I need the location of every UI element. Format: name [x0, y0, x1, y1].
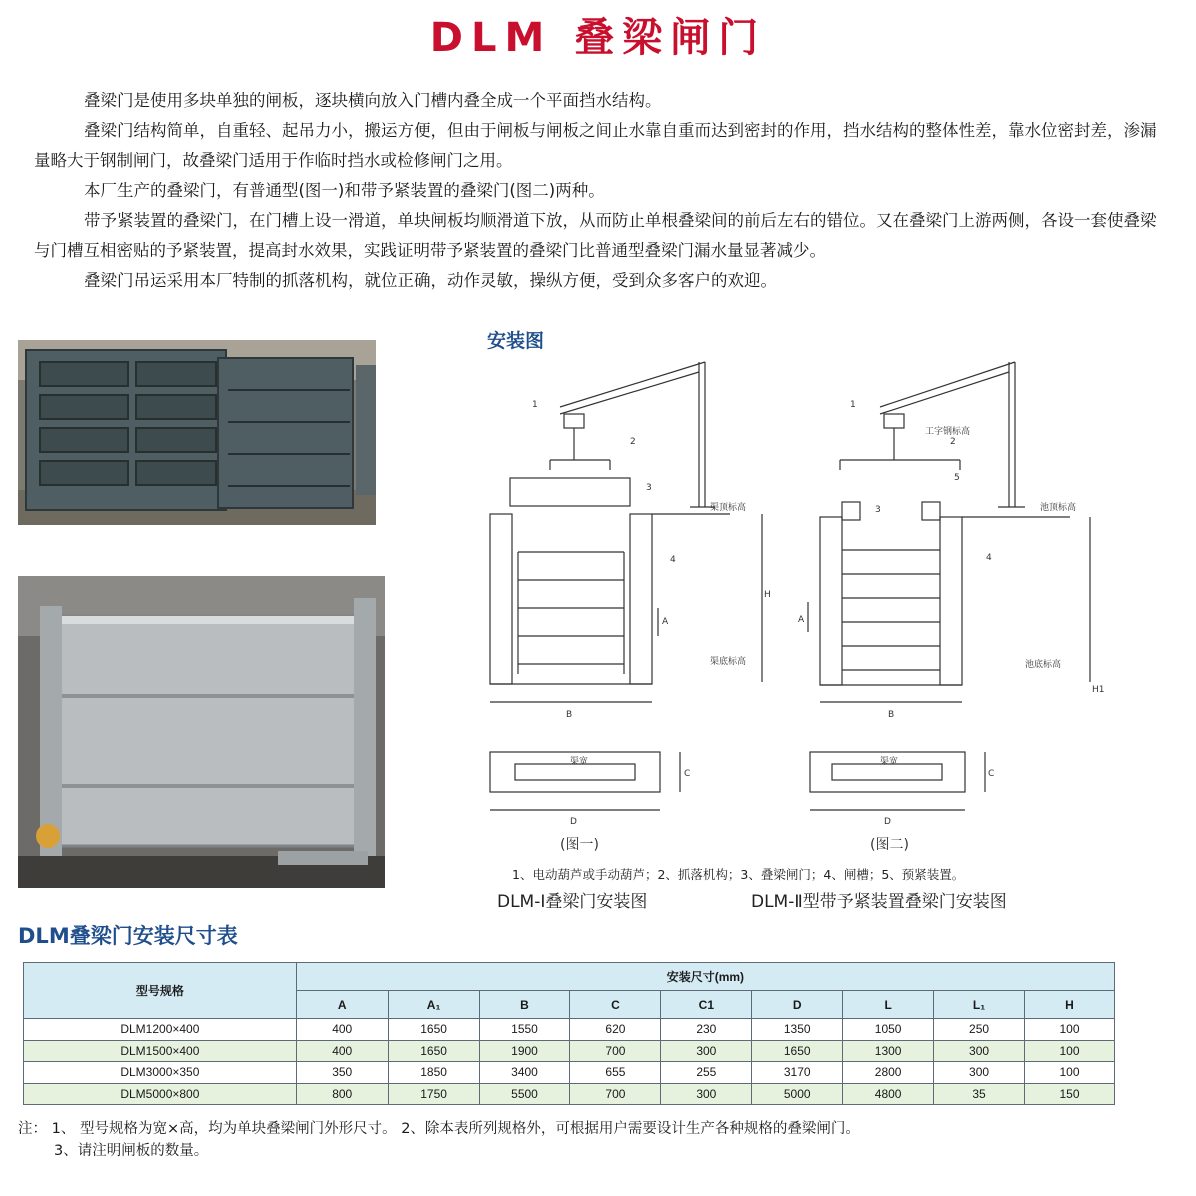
page-title: DLM 叠梁闸门 — [429, 15, 767, 61]
table-cell: 1850 — [388, 1062, 479, 1084]
callout-1: 1 — [532, 400, 538, 410]
intro-paragraph: 叠梁门结构简单，自重轻、起吊力小，搬运方便，但由于闸板与闸板之间止水靠自重而达到密封的作用，挡水结构的整体性差，靠水位密封差，渗漏量略大于钢制闸门，故叠梁门适用于作临时挡水或检修闸门之用。 — [34, 121, 1157, 170]
table-cell: 300 — [934, 1040, 1025, 1062]
stacked-gates-photo — [18, 340, 376, 525]
galvanized-gate-photo — [18, 576, 385, 888]
table-cell: 700 — [570, 1083, 661, 1105]
intro-paragraph: 带予紧装置的叠梁门，在门槽上设一滑道，单块闸板均顺滑道下放，从而防止单根叠梁间的前后左右的错位。又在叠梁门上游两侧，各设一套使叠梁与门槽互相密贴的予紧装置，提高封水效果，实践证明带予紧装置的叠梁门比普通型叠梁门漏水量显著减少。 — [34, 211, 1157, 260]
table-cell: 250 — [934, 1019, 1025, 1041]
table-cell: 1650 — [388, 1040, 479, 1062]
figure-2-label: (图二) — [870, 837, 909, 853]
model-cell: DLM1200×400 — [24, 1019, 297, 1041]
canal-width-label-1: 渠宽 — [570, 757, 589, 767]
table-cell: 5500 — [479, 1083, 570, 1105]
table-cell: 2800 — [843, 1062, 934, 1084]
dim-A1: A — [662, 617, 669, 627]
table-cell: 100 — [1025, 1062, 1115, 1084]
callout-4b: 4 — [986, 553, 992, 563]
column-header: L₁ — [934, 991, 1025, 1019]
table-cell: 1750 — [388, 1083, 479, 1105]
notes — [18, 1118, 860, 1162]
pool-top-label: 池顶标高 — [1040, 503, 1077, 513]
column-header: A — [296, 991, 388, 1019]
column-header: A₁ — [388, 991, 479, 1019]
column-header: B — [479, 991, 570, 1019]
table-row — [24, 1040, 1115, 1062]
table-cell: 255 — [661, 1062, 752, 1084]
dim-C2: C — [988, 769, 995, 779]
dim-D1: D — [570, 817, 577, 827]
callout-3: 3 — [646, 483, 652, 493]
canal-width-label-2: 渠宽 — [880, 757, 899, 767]
caption-type-1: DLM-Ⅰ叠梁门安装图 — [497, 892, 648, 912]
dim-H1: H — [764, 590, 771, 600]
callout-3b: 3 — [875, 505, 881, 515]
table-cell: 1300 — [843, 1040, 934, 1062]
dim-D2: D — [884, 817, 891, 827]
table-cell: 1650 — [752, 1040, 843, 1062]
table-cell: 400 — [296, 1019, 388, 1041]
dim-B2: B — [888, 710, 895, 720]
table-title: DLM叠梁门安装尺寸表 — [18, 924, 238, 948]
intro-paragraph: 本厂生产的叠梁门，有普通型(图一)和带予紧装置的叠梁门(图二)两种。 — [84, 181, 605, 200]
table-cell: 300 — [934, 1062, 1025, 1084]
note-line: 3、请注明闸板的数量。 — [54, 1143, 209, 1159]
table-cell: 300 — [661, 1040, 752, 1062]
table-cell: 35 — [934, 1083, 1025, 1105]
model-header: 型号规格 — [24, 963, 297, 1019]
intro-paragraph: 叠梁门吊运采用本厂特制的抓落机构，就位正确，动作灵敏，操纵方便，受到众多客户的欢迎。 — [84, 271, 777, 290]
table-cell: 1050 — [843, 1019, 934, 1041]
caption-type-2: DLM-Ⅱ型带予紧装置叠梁门安装图 — [751, 892, 1007, 912]
table-cell: 3170 — [752, 1062, 843, 1084]
pool-bottom-label: 池底标高 — [1025, 660, 1062, 670]
table-cell: 1650 — [388, 1019, 479, 1041]
table-cell: 300 — [661, 1083, 752, 1105]
table-cell: 3400 — [479, 1062, 570, 1084]
column-header: C — [570, 991, 661, 1019]
spec-table — [23, 962, 1115, 1105]
table-cell: 620 — [570, 1019, 661, 1041]
table-cell: 150 — [1025, 1083, 1115, 1105]
column-header: H — [1025, 991, 1115, 1019]
table-cell: 100 — [1025, 1019, 1115, 1041]
table-cell: 4800 — [843, 1083, 934, 1105]
dim-C1: C — [684, 769, 691, 779]
column-header: L — [843, 991, 934, 1019]
table-cell: 800 — [296, 1083, 388, 1105]
table-cell: 655 — [570, 1062, 661, 1084]
figure-1-label: (图一) — [560, 837, 599, 853]
table-row — [24, 1083, 1115, 1105]
model-cell: DLM5000×800 — [24, 1083, 297, 1105]
installation-diagram — [470, 352, 1190, 862]
note-line: 注： 1、 型号规格为宽×高，均为单块叠梁闸门外形尺寸。 2、除本表所列规格外，可根据用户需要设计生产各种规格的叠梁闸门。 — [18, 1121, 860, 1137]
canal-top-label: 渠顶标高 — [710, 503, 747, 513]
table-cell: 1350 — [752, 1019, 843, 1041]
dim-H1-label: H1 — [1092, 685, 1105, 695]
column-header: C1 — [661, 991, 752, 1019]
install-diagram-title: 安装图 — [487, 330, 545, 352]
table-cell: 350 — [296, 1062, 388, 1084]
callout-5: 5 — [954, 473, 960, 483]
table-cell: 5000 — [752, 1083, 843, 1105]
model-cell: DLM3000×350 — [24, 1062, 297, 1084]
callout-1b: 1 — [850, 400, 856, 410]
table-cell: 1550 — [479, 1019, 570, 1041]
diagram-legend: 1、电动葫芦或手动葫芦；2、抓落机构；3、叠梁闸门；4、闸槽；5、预紧装置。 — [512, 867, 965, 882]
intro-text — [34, 86, 1164, 296]
callout-2b: 2 — [950, 437, 956, 447]
table-cell: 230 — [661, 1019, 752, 1041]
table-cell: 400 — [296, 1040, 388, 1062]
table-cell: 100 — [1025, 1040, 1115, 1062]
column-header: D — [752, 991, 843, 1019]
callout-4: 4 — [670, 555, 676, 565]
callout-2: 2 — [630, 437, 636, 447]
dimension-group-header: 安装尺寸(mm) — [296, 963, 1114, 991]
model-cell: DLM1500×400 — [24, 1040, 297, 1062]
table-row — [24, 1019, 1115, 1041]
table-cell: 1900 — [479, 1040, 570, 1062]
canal-bottom-label: 渠底标高 — [710, 657, 747, 667]
dim-A2: A — [798, 615, 805, 625]
table-cell: 700 — [570, 1040, 661, 1062]
table-row — [24, 1062, 1115, 1084]
beam-top-label: 工字钢标高 — [925, 427, 971, 437]
intro-paragraph: 叠梁门是使用多块单独的闸板，逐块横向放入门槽内叠全成一个平面挡水结构。 — [84, 91, 662, 110]
dim-B1: B — [566, 710, 573, 720]
